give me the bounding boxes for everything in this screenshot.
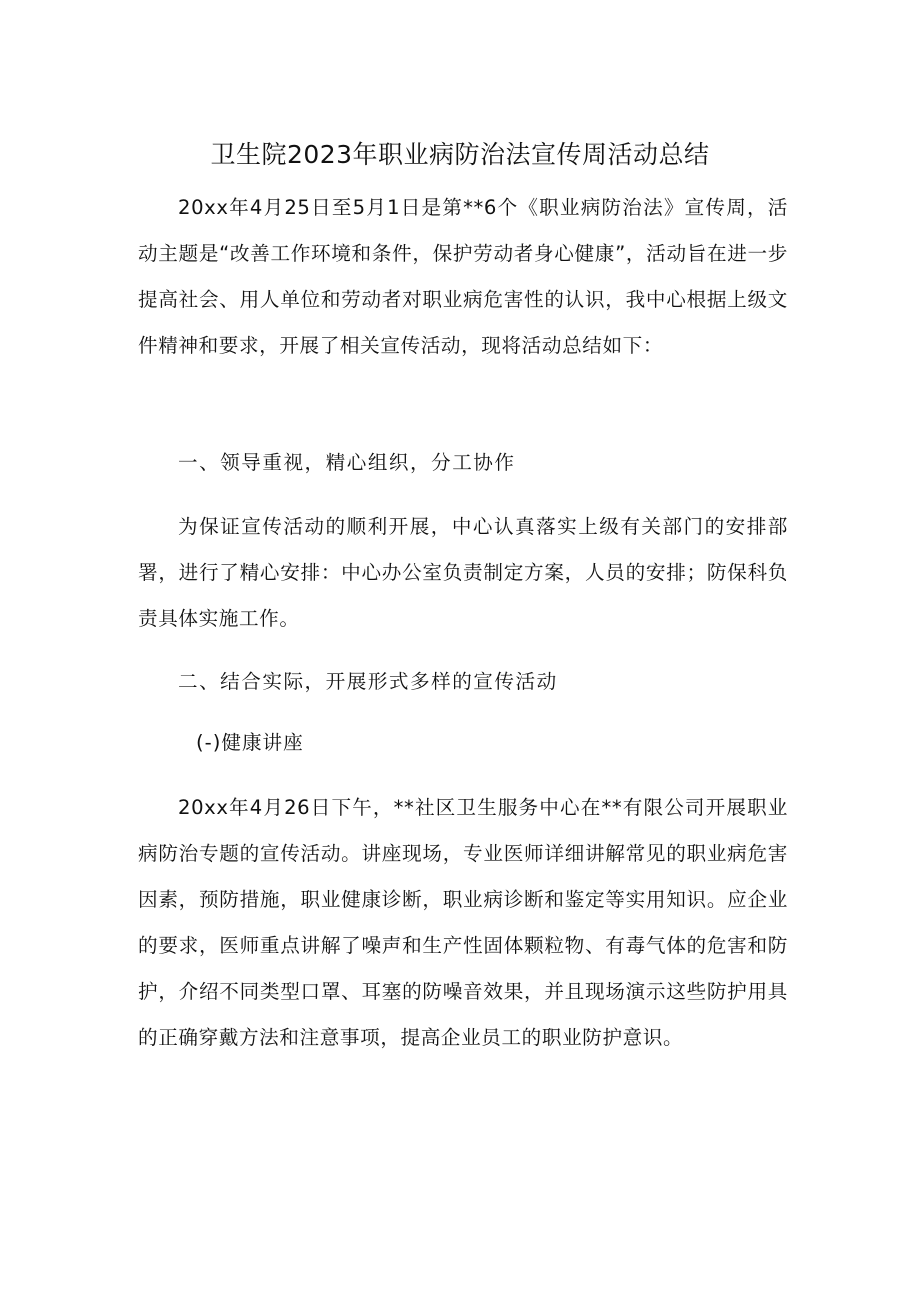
- section-2-heading: 二、结合实际，开展形式多样的宣传活动: [178, 670, 558, 693]
- subsection-1-paragraph: 20xx年4月26日下午，**社区卫生服务中心在**有限公司开展职业病防治专题的宣传活动。讲座现场，专业医师详细讲解常见的职业病危害因素，预防措施，职业健康诊断，职业病诊断和鉴定等实用知识。应企业的要求，医师重点讲解了噪声和生产性固体颗粒物、有毒气体的危害和防护，介绍不同类型口罩、耳塞的防噪音效果，并且现场演示这些防护用具的正确穿戴方法和注意事项，提高企业员工的职业防护意识。: [138, 796, 788, 1049]
- section-1-paragraph: 为保证宣传活动的顺利开展，中心认真落实上级有关部门的安排部署，进行了精心安排：中心办公室负责制定方案，人员的安排；防保科负责具体实施工作。: [138, 515, 788, 630]
- document-title: 卫生院2023年职业病防治法宣传周活动总结: [210, 140, 710, 169]
- subsection-1-heading: (-)健康讲座: [196, 731, 304, 754]
- section-1-heading: 一、领导重视，精心组织，分工协作: [178, 451, 516, 474]
- intro-paragraph: 20xx年4月25日至5月1日是第**6个《职业病防治法》宣传周，活动主题是“改善工作环境和条件，保护劳动者身心健康”，活动旨在进一步提高社会、用人单位和劳动者对职业病危害性的认识，我中心根据上级文件精神和要求，开展了相关宣传活动，现将活动总结如下：: [138, 196, 788, 357]
